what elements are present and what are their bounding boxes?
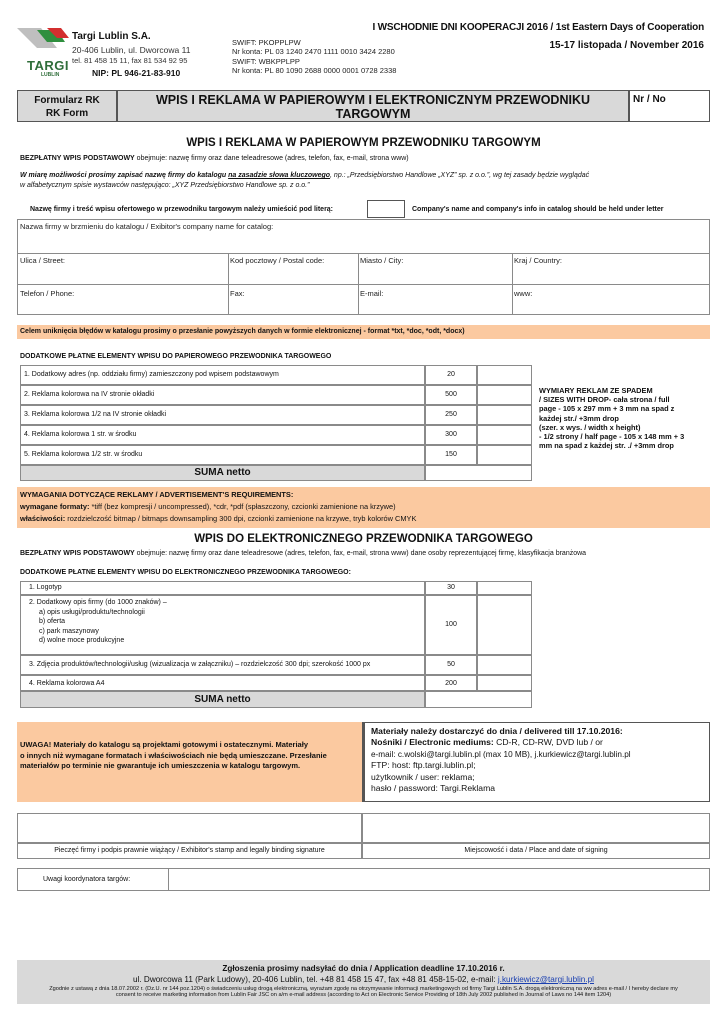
paper-heading: WPIS I REKLAMA W PAPIEROWYM PRZEWODNIKU TARGOWYM (186, 137, 541, 149)
paper-item-label: 1. Dodatkowy adres (np. oddziału firmy) zamieszczony pod wpisem podstawowym (20, 365, 425, 385)
ad-size-line: page - 105 x 297 mm + 3 mm na spad z (539, 404, 675, 414)
paper-item-label: 2. Reklama kolorowa na IV stronie okładki (20, 385, 425, 405)
delivery-box (362, 722, 710, 802)
footer-address-line (17, 975, 710, 984)
electronic-sum-label: SUMA netto (20, 691, 425, 708)
bank-line: SWIFT: PKOPPLPW (232, 38, 301, 47)
fax-field[interactable]: Fax: (230, 289, 245, 298)
warning-line: materiałów po terminie nie gwarantuje ich umieszczenia w katalogu targowym. (20, 761, 301, 770)
e-item-sub: a) opis usługi/produktu/technologii (39, 608, 145, 616)
paper-item-label: 4. Reklama kolorowa 1 str. w środku (20, 425, 425, 445)
electronic-sum-value[interactable] (425, 691, 532, 708)
ad-size-line: mm na spad z każdej str. ./ +3mm drop (539, 441, 674, 451)
e-item-qty-input[interactable] (477, 595, 532, 655)
footer-address: ul. Dworcowa 11 (Park Ludowy), 20-406 Lublin, tel. +48 81 458 15 47, fax +48 81 458-15-02, e-mail: (132, 975, 498, 984)
www-field[interactable]: www: (514, 289, 533, 298)
hint-bold: W miarę możliwości prosimy zapisać nazwę firmy do katalogu (20, 172, 229, 179)
req-heading: WYMAGANIA DOTYCZĄCE REKLAMY / ADVERTISEMENT'S REQUIREMENTS: (20, 490, 294, 499)
electronic-format-note: Celem uniknięcia błędów w katalogu prosimy o przesłanie powyższych danych w formie elektronicznej - format *txt, *doc, *odt, *docx) (17, 325, 710, 339)
place-date-area[interactable] (362, 813, 710, 843)
ad-size-line: WYMIARY REKLAM ZE SPADEM (539, 386, 653, 395)
delivery-ftp: FTP: host: ftp.targi.lublin.pl; (371, 760, 476, 771)
postal-field[interactable]: Kod pocztowy / Postal code: (230, 256, 325, 265)
paper-item-row (20, 365, 532, 385)
paper-item-row (20, 385, 532, 405)
coordinator-input[interactable] (168, 869, 709, 890)
electronic-heading: WPIS DO ELEKTRONICZNEGO PRZEWODNIKA TARGOWEGO (194, 533, 533, 545)
footer-consent (17, 986, 710, 999)
warning-box (17, 722, 362, 802)
e-item-label: 3. Zdjęcia produktów/technologii/usług (wizualizacja w załączniku) – rozdzielczość 300 dpi; szerokość 1000 px (20, 655, 425, 675)
electronic-free-entry (20, 550, 710, 557)
e-item-qty-input[interactable] (477, 581, 532, 595)
event-title: I WSCHODNIE DNI KOOPERACJI 2016 / 1st Eastern Days of Cooperation (372, 22, 704, 33)
ad-size-line: (szer. x wys. / width x height) (539, 422, 641, 432)
e-item-price: 200 (425, 675, 477, 691)
e-item-sub: b) oferta (39, 618, 66, 625)
form-title-bar (17, 90, 710, 122)
warning-line: o innych niż wymagane formatach i właściwościach nie będą umieszczane. Przesłanie (20, 750, 327, 760)
coordinator-label: Uwagi koordynatora targów: (43, 876, 131, 883)
logo-sub: LUBLIN (41, 72, 60, 78)
form-number-label: Nr / No (633, 94, 666, 105)
paper-item-price: 300 (425, 425, 477, 445)
req-formats-label: wymagane formaty: (20, 502, 90, 511)
company-nip: NIP: PL 946-21-83-910 (92, 68, 181, 78)
form-label-pl: Formularz RK (34, 95, 100, 106)
warning-line: UWAGA! Materiały do katalogu są projektami gotowymi i ostatecznymi. Materiały (20, 740, 308, 749)
ad-requirements (17, 487, 710, 528)
paper-free-entry (20, 155, 710, 162)
req-props: rozdzielczość bitmap / bitmaps downsampling 300 dpi, czcionki zamienione na krzywe, tryb kolorów CMYK (65, 514, 417, 523)
paper-sum-value[interactable] (425, 465, 532, 481)
e-item-price: 100 (425, 595, 477, 655)
phone-field[interactable]: Telefon / Phone: (20, 289, 75, 298)
place-date-label: Miejscowość i data / Place and date of signing (362, 843, 710, 859)
company-logo (17, 28, 69, 78)
company-name-field[interactable]: Nazwa firmy w brzmieniu do katalogu / Exibitor's company name for catalog: (20, 222, 274, 231)
e-item-qty-input[interactable] (477, 655, 532, 675)
country-field[interactable]: Kraj / Country: (514, 256, 562, 265)
e-item-label (20, 595, 425, 655)
hint-rest: , np.: „Przedsiębiorstwo Handlowe „XYZ” sp. z o.o.”, wg tej zasady będzie wyglądać (330, 172, 590, 179)
form-number[interactable] (629, 90, 710, 122)
paper-sum-label: SUMA netto (20, 465, 425, 481)
delivery-user: użytkownik / user: reklama; (371, 771, 475, 782)
stamp-signature-label: Pieczęć firmy i podpis prawnie wiążący / Exhibitor's stamp and legally binding signature (17, 843, 362, 859)
paper-item-row (20, 445, 532, 465)
coordinator-box (17, 868, 710, 891)
paper-item-qty-input[interactable] (477, 445, 532, 465)
hint-underline: na zasadzie słowa kluczowego (228, 172, 331, 179)
delivery-media-label: Nośniki / Electronic mediums: (371, 737, 494, 748)
electronic-extras-heading: DODATKOWE PŁATNE ELEMENTY WPISU DO ELEKTRONICZNEGO PRZEWODNIKA TARGOWEGO: (20, 569, 351, 576)
bank-line: SWIFT: WBKPPLPP (232, 56, 300, 66)
company-data-form (17, 219, 710, 315)
event-dates: 15-17 listopada / November 2016 (549, 40, 704, 51)
e-item-label: 1. Logotyp (20, 581, 425, 595)
consent-line: Zgodnie z ustawą z dnia 18.07.2002 r. (Dz.U. nr 144 poz.1204) o świadczeniu usług drogą elektroniczną, wyrażam zgodę na otrzymywanie informacji marketingowych od firmy Targi Lublin S.A. drogą elektroniczną na ww adres e-mail / I hereby declare my (49, 986, 678, 992)
form-title (117, 90, 629, 122)
paper-item-qty-input[interactable] (477, 385, 532, 405)
e-item-label: 4. Reklama kolorowa A4 (20, 675, 425, 691)
e-item-text: 2. Dodatkowy opis firmy (do 1000 znaków) – (29, 599, 167, 606)
paper-item-price: 20 (425, 365, 477, 385)
free-entry-text: obejmuje: nazwę firmy oraz dane teleadresowe (adres, telefon, fax, e-mail, strona www) (134, 155, 409, 162)
req-props-label: właściwości: (20, 514, 66, 523)
ad-size-line: / SIZES WITH DROP- cała strona / full (539, 395, 670, 405)
bank-line: Nr konta: PL 80 1090 2688 0000 0001 0728 2338 (232, 65, 397, 75)
city-field[interactable]: Miasto / City: (360, 256, 404, 265)
paper-item-price: 500 (425, 385, 477, 405)
paper-item-price: 150 (425, 445, 477, 465)
stamp-signature-area[interactable] (17, 813, 362, 843)
paper-item-label: 3. Reklama kolorowa 1/2 na IV stronie okładki (20, 405, 425, 425)
form-title-line: TARGOWYM (335, 107, 411, 121)
street-field[interactable]: Ulica / Street: (20, 256, 66, 265)
paper-item-qty-input[interactable] (477, 425, 532, 445)
delivery-password: hasło / password: Targi.Reklama (371, 783, 496, 794)
letter-label-pl: Nazwę firmy i treść wpisu ofertowego w przewodniku targowym należy umieścić pod literą: (30, 206, 334, 213)
paper-item-qty-input[interactable] (477, 365, 532, 385)
form-label-en: RK Form (45, 108, 89, 119)
paper-item-row (20, 405, 532, 425)
paper-sum-row (20, 465, 532, 481)
req-formats: *tiff (bez kompresji / uncompressed), *cdr, *pdf (spłaszczony, czcionki zamienione na krzywe) (89, 502, 396, 511)
email-field[interactable]: E-mail: (360, 289, 384, 298)
company-address: 20-406 Lublin, ul. Dworcowa 11 (72, 45, 191, 55)
paper-item-qty-input[interactable] (477, 405, 532, 425)
free-entry-text: obejmuje: nazwę firmy oraz dane teleadresowe (adres, telefon, fax, e-mail, strona www) dane osoby reprezentującej firmę, klasyfikacja branżowa (134, 550, 587, 557)
paper-item-label: 5. Reklama kolorowa 1/2 str. w środku (20, 445, 425, 465)
keyword-hint (20, 171, 710, 191)
e-item-sub: d) wolne moce produkcyjne (39, 637, 125, 644)
letter-label-en: Company's name and company's info in catalog should be held under letter (412, 206, 664, 213)
free-entry-bold: BEZPŁATNY WPIS PODSTAWOWY (20, 550, 135, 557)
logo-icon (17, 28, 69, 60)
paper-extras-heading: DODATKOWE PŁATNE ELEMENTY WPISU DO PAPIEROWEGO PRZEWODNIKA TARGOWEGO (20, 353, 332, 360)
paper-item-price: 250 (425, 405, 477, 425)
company-phone: tel. 81 458 15 11, fax 81 534 92 95 (72, 56, 188, 65)
letter-input[interactable] (367, 200, 405, 218)
free-entry-bold: BEZPŁATNY WPIS PODSTAWOWY (20, 155, 135, 162)
delivery-email: e-mail: c.wolski@targi.lublin.pl (max 10 MB), j.kurkiewicz@targi.lublin.pl (371, 749, 631, 759)
delivery-deadline: Materiały należy dostarczyć do dnia / delivered till 17.10.2016: (371, 726, 623, 736)
hint-line2: w alfabetycznym spisie wystawców następująco: „XYZ Przedsiębiorstwo Handlowe sp. z o.o.” (20, 182, 310, 189)
bank-info (232, 38, 396, 75)
e-item-price: 50 (425, 655, 477, 675)
footer-email-link[interactable]: j.kurkiewicz@targi.lublin.pl (497, 975, 594, 984)
form-title-line: WPIS I REKLAMA W PAPIEROWYM I ELEKTRONICZNYM PRZEWODNIKU (155, 93, 590, 107)
ad-size-line: - 1/2 strony / half page - 105 x 148 mm + 3 (539, 432, 685, 442)
ad-size-line: każdej str./ +3mm drop (539, 413, 619, 423)
form-label (17, 90, 117, 122)
logo-text: TARGI (27, 58, 69, 73)
bank-line: Nr konta: PL 03 1240 2470 1111 0010 3424 2280 (232, 47, 395, 57)
footer (17, 960, 710, 1004)
paper-item-row (20, 425, 532, 445)
company-name: Targi Lublin S.A. (72, 31, 151, 42)
footer-deadline: Zgłoszenia prosimy nadsyłać do dnia / Application deadline 17.10.2016 r. (222, 964, 505, 973)
e-item-price: 30 (425, 581, 477, 595)
delivery-media: CD-R, CD-RW, DVD lub / or (493, 737, 603, 748)
e-item-qty-input[interactable] (477, 675, 532, 691)
e-item-sub: c) park maszynowy (39, 627, 99, 635)
consent-line: consent to receive marketing information from Lublin Fair JSC on a/m e-mail address (according to Act on Electronic Service Providing of 18th July 2002 published in Journal of Laws no 144 item 1204) (115, 992, 612, 999)
ad-sizes-info (539, 386, 711, 450)
